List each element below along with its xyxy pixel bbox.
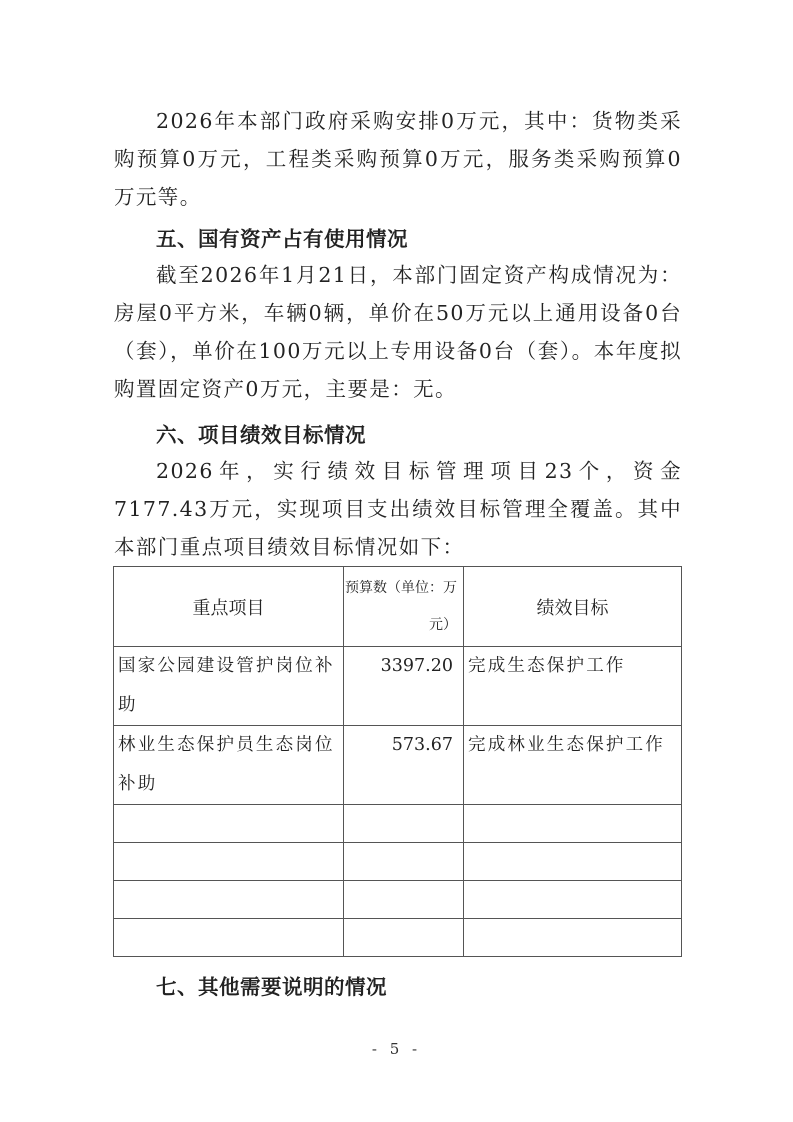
goal-cell: 完成生态保护工作 bbox=[464, 647, 682, 726]
project-name-cell bbox=[114, 805, 344, 843]
budget-cell bbox=[344, 805, 464, 843]
procurement-paragraph: 2026年本部门政府采购安排0万元，其中：货物类采购预算0万元，工程类采购预算0万元，服务类采购预算0万元等。 bbox=[114, 109, 682, 209]
goal-cell bbox=[464, 919, 682, 957]
budget-cell bbox=[344, 843, 464, 881]
budget-cell: 573.67 bbox=[344, 726, 464, 805]
table-row-empty bbox=[114, 843, 682, 881]
project-name-cell: 国家公园建设管护岗位补助 bbox=[114, 647, 344, 726]
table-row-empty bbox=[114, 881, 682, 919]
goal-cell bbox=[464, 881, 682, 919]
section-heading-other: 七、其他需要说明的情况 bbox=[156, 975, 387, 999]
project-name-cell bbox=[114, 919, 344, 957]
project-name-cell: 林业生态保护员生态岗位补助 bbox=[114, 726, 344, 805]
goal-cell: 完成林业生态保护工作 bbox=[464, 726, 682, 805]
budget-cell: 3397.20 bbox=[344, 647, 464, 726]
header-project: 重点项目 bbox=[114, 567, 344, 647]
page-number: - 5 - bbox=[371, 1040, 422, 1058]
budget-cell bbox=[344, 881, 464, 919]
goal-cell bbox=[464, 805, 682, 843]
table-row-empty bbox=[114, 805, 682, 843]
header-goal: 绩效目标 bbox=[464, 567, 682, 647]
section-heading-assets: 五、国有资产占有使用情况 bbox=[156, 227, 408, 251]
section-heading-performance: 六、项目绩效目标情况 bbox=[156, 423, 366, 447]
table-row-empty bbox=[114, 919, 682, 957]
performance-paragraph: 2026年，实行绩效目标管理项目23个，资金7177.43万元，实现项目支出绩效目标管理全覆盖。其中本部门重点项目绩效目标情况如下： bbox=[114, 459, 682, 559]
assets-paragraph: 截至2026年1月21日，本部门固定资产构成情况为：房屋0平方米，车辆0辆，单价在50万元以上通用设备0台（套），单价在100万元以上专用设备0台（套）。本年度拟购置固定资产0万元，主要是：无。 bbox=[114, 263, 682, 401]
performance-goals-table bbox=[113, 566, 682, 957]
project-name-cell bbox=[114, 881, 344, 919]
budget-cell bbox=[344, 919, 464, 957]
project-name-cell bbox=[114, 843, 344, 881]
header-budget: 预算数（单位：万元） bbox=[344, 567, 464, 647]
table-row bbox=[114, 647, 682, 726]
table-row bbox=[114, 726, 682, 805]
table-header-row bbox=[114, 567, 682, 647]
goal-cell bbox=[464, 843, 682, 881]
